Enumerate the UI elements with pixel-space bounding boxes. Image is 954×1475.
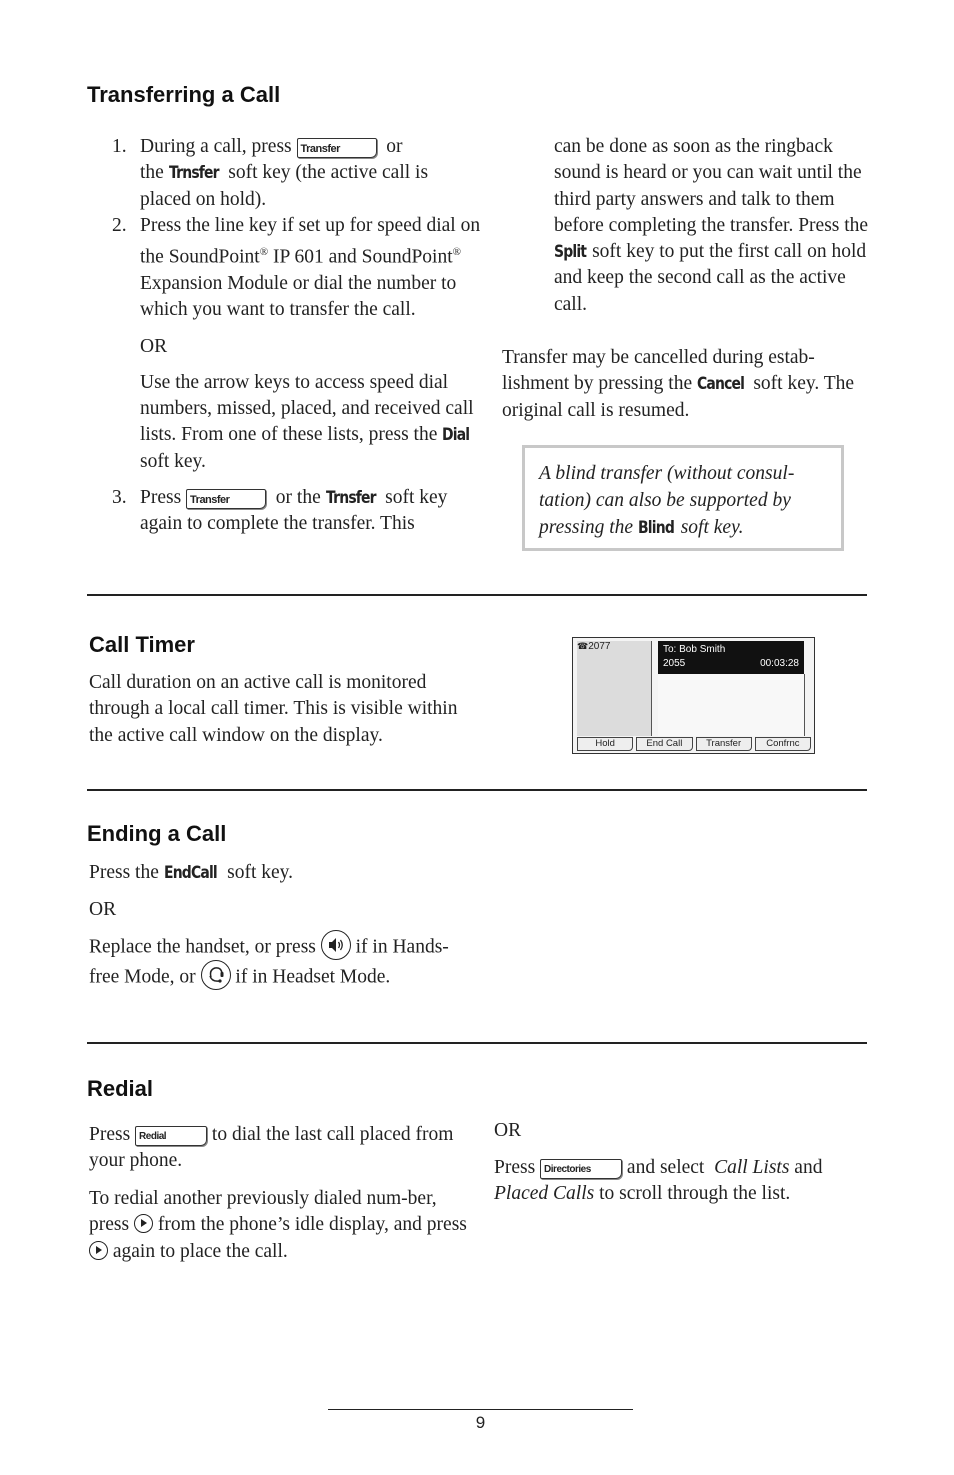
step-number: 3. xyxy=(112,487,127,509)
paragraph-text: Press xyxy=(89,1124,131,1145)
step-number: 1. xyxy=(112,136,127,157)
paragraph-text: from the phone’s idle display, and press xyxy=(157,1214,467,1236)
end-call-soft-key: End Call xyxy=(636,737,692,751)
paragraph-text: if in Headset Mode. xyxy=(235,966,391,988)
step-text: soft key again to complete the transfer. This xyxy=(140,487,448,535)
section-divider xyxy=(87,789,867,791)
paragraph-text: Press the xyxy=(89,862,159,883)
section-heading-ending-call: Ending a Call xyxy=(87,821,227,846)
paragraph-text: soft key. xyxy=(227,862,294,883)
active-call-window xyxy=(658,641,804,674)
transfer-step-3-continued xyxy=(554,134,870,318)
or-label: OR xyxy=(140,335,168,357)
registered-mark: ® xyxy=(259,246,269,259)
footer-rule xyxy=(328,1409,633,1410)
section-divider xyxy=(87,1042,867,1044)
step-text: or the xyxy=(275,487,321,509)
call-to-label: To: Bob Smith xyxy=(663,644,726,655)
note-text: A blind transfer (without consul-tation) can also be supported by pressing the xyxy=(539,463,795,538)
ending-call-text xyxy=(89,860,489,886)
right-arrow-icon xyxy=(89,1241,108,1260)
call-lists-label: Call Lists xyxy=(714,1157,790,1178)
line-icon: ☎ xyxy=(577,641,589,651)
redial-paragraph-2 xyxy=(89,1186,469,1265)
endcall-soft-key: EndCall xyxy=(163,863,217,883)
paragraph-text: to scroll through the list. xyxy=(599,1183,791,1205)
transfer-step-3 xyxy=(87,485,482,538)
step-text: During a call, press xyxy=(140,136,292,157)
split-soft-key: Split xyxy=(554,242,587,263)
paragraph-text: Transfer may be cancelled during estab-lishment by pressing the xyxy=(502,347,815,395)
placed-calls-label: Placed Calls xyxy=(494,1183,595,1205)
directories-hard-key: Directories xyxy=(540,1159,622,1179)
directories-paragraph xyxy=(494,1155,864,1208)
blind-transfer-note xyxy=(522,445,844,551)
paragraph-text: soft key. The original call is resumed. xyxy=(502,373,855,421)
headset-icon xyxy=(201,960,231,990)
soft-key-bar xyxy=(577,737,811,751)
dial-soft-key: Dial xyxy=(442,425,470,446)
right-arrow-icon xyxy=(134,1214,153,1233)
paragraph-text: if in Hands-free Mode, or xyxy=(89,936,449,988)
transfer-step-2 xyxy=(87,213,482,475)
call-timer-text: Call duration on an active call is monitored through a local call timer. This is visible within the active call window on the display. xyxy=(89,672,458,746)
phone-display-screenshot xyxy=(572,637,815,754)
page-number: 9 xyxy=(475,1413,486,1432)
step-text: Expansion Module or dial the number to which you want to transfer the call. xyxy=(140,272,457,321)
registered-mark: ® xyxy=(452,246,461,259)
transfer-hard-key: Transfer xyxy=(186,489,266,509)
speaker-icon xyxy=(321,930,351,960)
blind-soft-key: Blind xyxy=(637,518,674,538)
call-number: 2055 xyxy=(663,658,686,669)
section-divider xyxy=(87,594,867,596)
confrnc-soft-key: Confrnc xyxy=(755,737,811,751)
paragraph-text: Replace the handset, or press xyxy=(89,936,316,958)
paragraph-text: and select xyxy=(626,1157,705,1178)
section-heading-call-timer: Call Timer xyxy=(89,632,195,657)
call-info-row xyxy=(663,657,799,671)
paragraph-text: Press xyxy=(494,1157,536,1178)
step-text: soft key (the active call is placed on hold). xyxy=(140,162,429,210)
paragraph-text: again to place the call. xyxy=(112,1240,288,1262)
note-text: soft key. xyxy=(680,517,744,538)
step-text: Press the line key if set up for speed dial on the SoundPoint xyxy=(140,214,481,268)
step-text: IP 601 and SoundPoint xyxy=(272,246,453,268)
section-heading-transfer: Transferring a Call xyxy=(87,82,281,107)
line-number: 2077 xyxy=(588,641,611,652)
paragraph-text: to dial the last call placed from your phone. xyxy=(89,1124,454,1172)
section-heading-redial: Redial xyxy=(87,1076,154,1101)
transfer-soft-key: Transfer xyxy=(696,737,752,751)
trnsfer-soft-key: Trnsfer xyxy=(168,163,219,184)
call-window-body xyxy=(658,674,805,736)
line-panel xyxy=(577,641,652,736)
trnsfer-soft-key: Trnsfer xyxy=(325,488,376,509)
cancel-paragraph xyxy=(502,345,864,424)
cancel-soft-key: Cancel xyxy=(696,374,745,395)
redial-hard-key: Redial xyxy=(135,1126,207,1146)
hold-soft-key: Hold xyxy=(577,737,633,751)
paragraph-text: and xyxy=(794,1157,823,1178)
or-label: OR xyxy=(89,899,117,920)
transfer-hard-key: Transfer xyxy=(297,138,377,158)
or-label: OR xyxy=(494,1120,522,1141)
call-timer-value: 00:03:28 xyxy=(760,658,799,669)
step-text: can be done as soon as the ringback sound is heard or you can wait until the third party answers and talk to them before completing the transfer. Press the xyxy=(554,136,869,236)
replace-handset-text xyxy=(89,933,449,993)
redial-paragraph-1 xyxy=(89,1122,469,1175)
paragraph-text: To redial another previously dialed num-ber, press xyxy=(89,1188,437,1236)
transfer-step-1 xyxy=(87,134,482,213)
step-number: 2. xyxy=(112,214,127,236)
step-text: Use the arrow keys to access speed dial numbers, missed, placed, and received call lists. From one of these lists, press the xyxy=(140,371,474,446)
transfer-steps-left xyxy=(87,134,482,538)
step-alt-text xyxy=(140,370,482,475)
step-text: or xyxy=(386,136,403,157)
step-text: soft key to put the first call on hold and keep the second call as the active call. xyxy=(554,241,867,315)
step-text: Press xyxy=(140,487,182,509)
step-text: the xyxy=(140,162,164,184)
step-text: soft key. xyxy=(140,450,206,472)
